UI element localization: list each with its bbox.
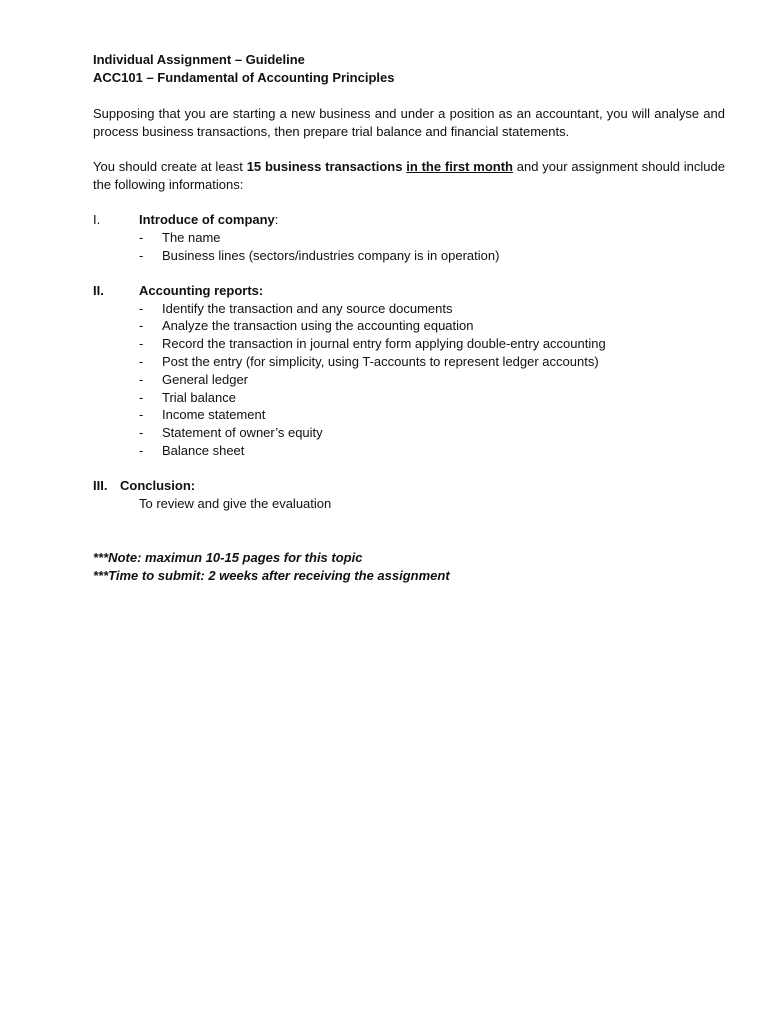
list-item [93,247,725,265]
list-item-text: The name [162,230,221,245]
section-number: I. [93,212,101,227]
bullet-dash: - [139,247,144,263]
section-title [139,211,278,229]
list-item-text: Business lines (sectors/industries company is in operation) [162,247,500,263]
notes-block [93,549,725,585]
list-item-text: Income statement [162,407,266,423]
section-heading [93,211,725,229]
list-item [93,371,725,389]
bullet-dash: - [139,318,144,334]
section-heading [93,282,725,300]
list-item-text: Identify the transaction and any source documents [162,300,453,316]
list-item [93,389,725,407]
section-number: III. [93,477,108,493]
bullet-dash: - [139,300,144,316]
list-item [93,424,725,442]
bullet-list [93,300,725,460]
bullet-dash: - [139,407,144,423]
bullet-dash: - [139,336,144,352]
list-item [93,442,725,460]
section-title-colon: : [274,212,279,227]
section-title: Conclusion: [120,477,196,493]
list-item-text: Balance sheet [162,442,245,458]
document-title: Individual Assignment – Guideline [93,52,305,67]
list-item [93,353,725,371]
section-accounting-reports [93,282,725,460]
list-item-text: Analyze the transaction using the accounting equation [162,318,474,334]
requirement-tail: and your assignment should include the following informations: [93,159,725,192]
section-conclusion [93,477,725,513]
list-item-text: Statement of owner’s equity [162,425,323,441]
section-title-text: Introduce of company [139,212,275,227]
intro-paragraph: Supposing that you are starting a new business and under a position as an accountant, you will analyse and process business transactions, then prepare trial balance and financial statements. [93,106,725,139]
bullet-dash: - [139,230,144,245]
bullet-dash: - [139,425,144,441]
list-item [93,229,725,247]
course-title: ACC101 – Fundamental of Accounting Principles [93,70,395,85]
conclusion-text: To review and give the evaluation [139,495,332,511]
requirement-paragraph [93,158,725,194]
section-number: II. [93,282,104,298]
requirement-lead: You should create at least [93,159,247,174]
document-page [93,51,725,585]
list-item [93,317,725,335]
bullet-dash: - [139,389,144,405]
submission-time-note: ***Time to submit: 2 weeks after receiving the assignment [93,567,450,583]
list-item [93,335,725,353]
bullet-dash: - [139,353,144,369]
list-item-text: Trial balance [162,389,236,405]
list-item-text: Post the entry (for simplicity, using T-accounts to represent ledger accounts) [162,353,599,369]
list-item-text: Record the transaction in journal entry form applying double-entry accounting [162,336,606,352]
list-item [93,406,725,424]
bullet-list [93,229,725,265]
bullet-dash: - [139,442,144,458]
section-heading [93,477,725,495]
page-limit-note: ***Note: maximun 10-15 pages for this topic [93,549,363,565]
requirement-bold: 15 business transactions [246,159,403,174]
list-item [93,300,725,318]
bullet-dash: - [139,371,144,387]
list-item-text: General ledger [162,371,248,387]
requirement-underlined: in the first month [406,159,513,174]
section-title: Accounting reports: [139,282,264,298]
section-introduce-company [93,211,725,265]
